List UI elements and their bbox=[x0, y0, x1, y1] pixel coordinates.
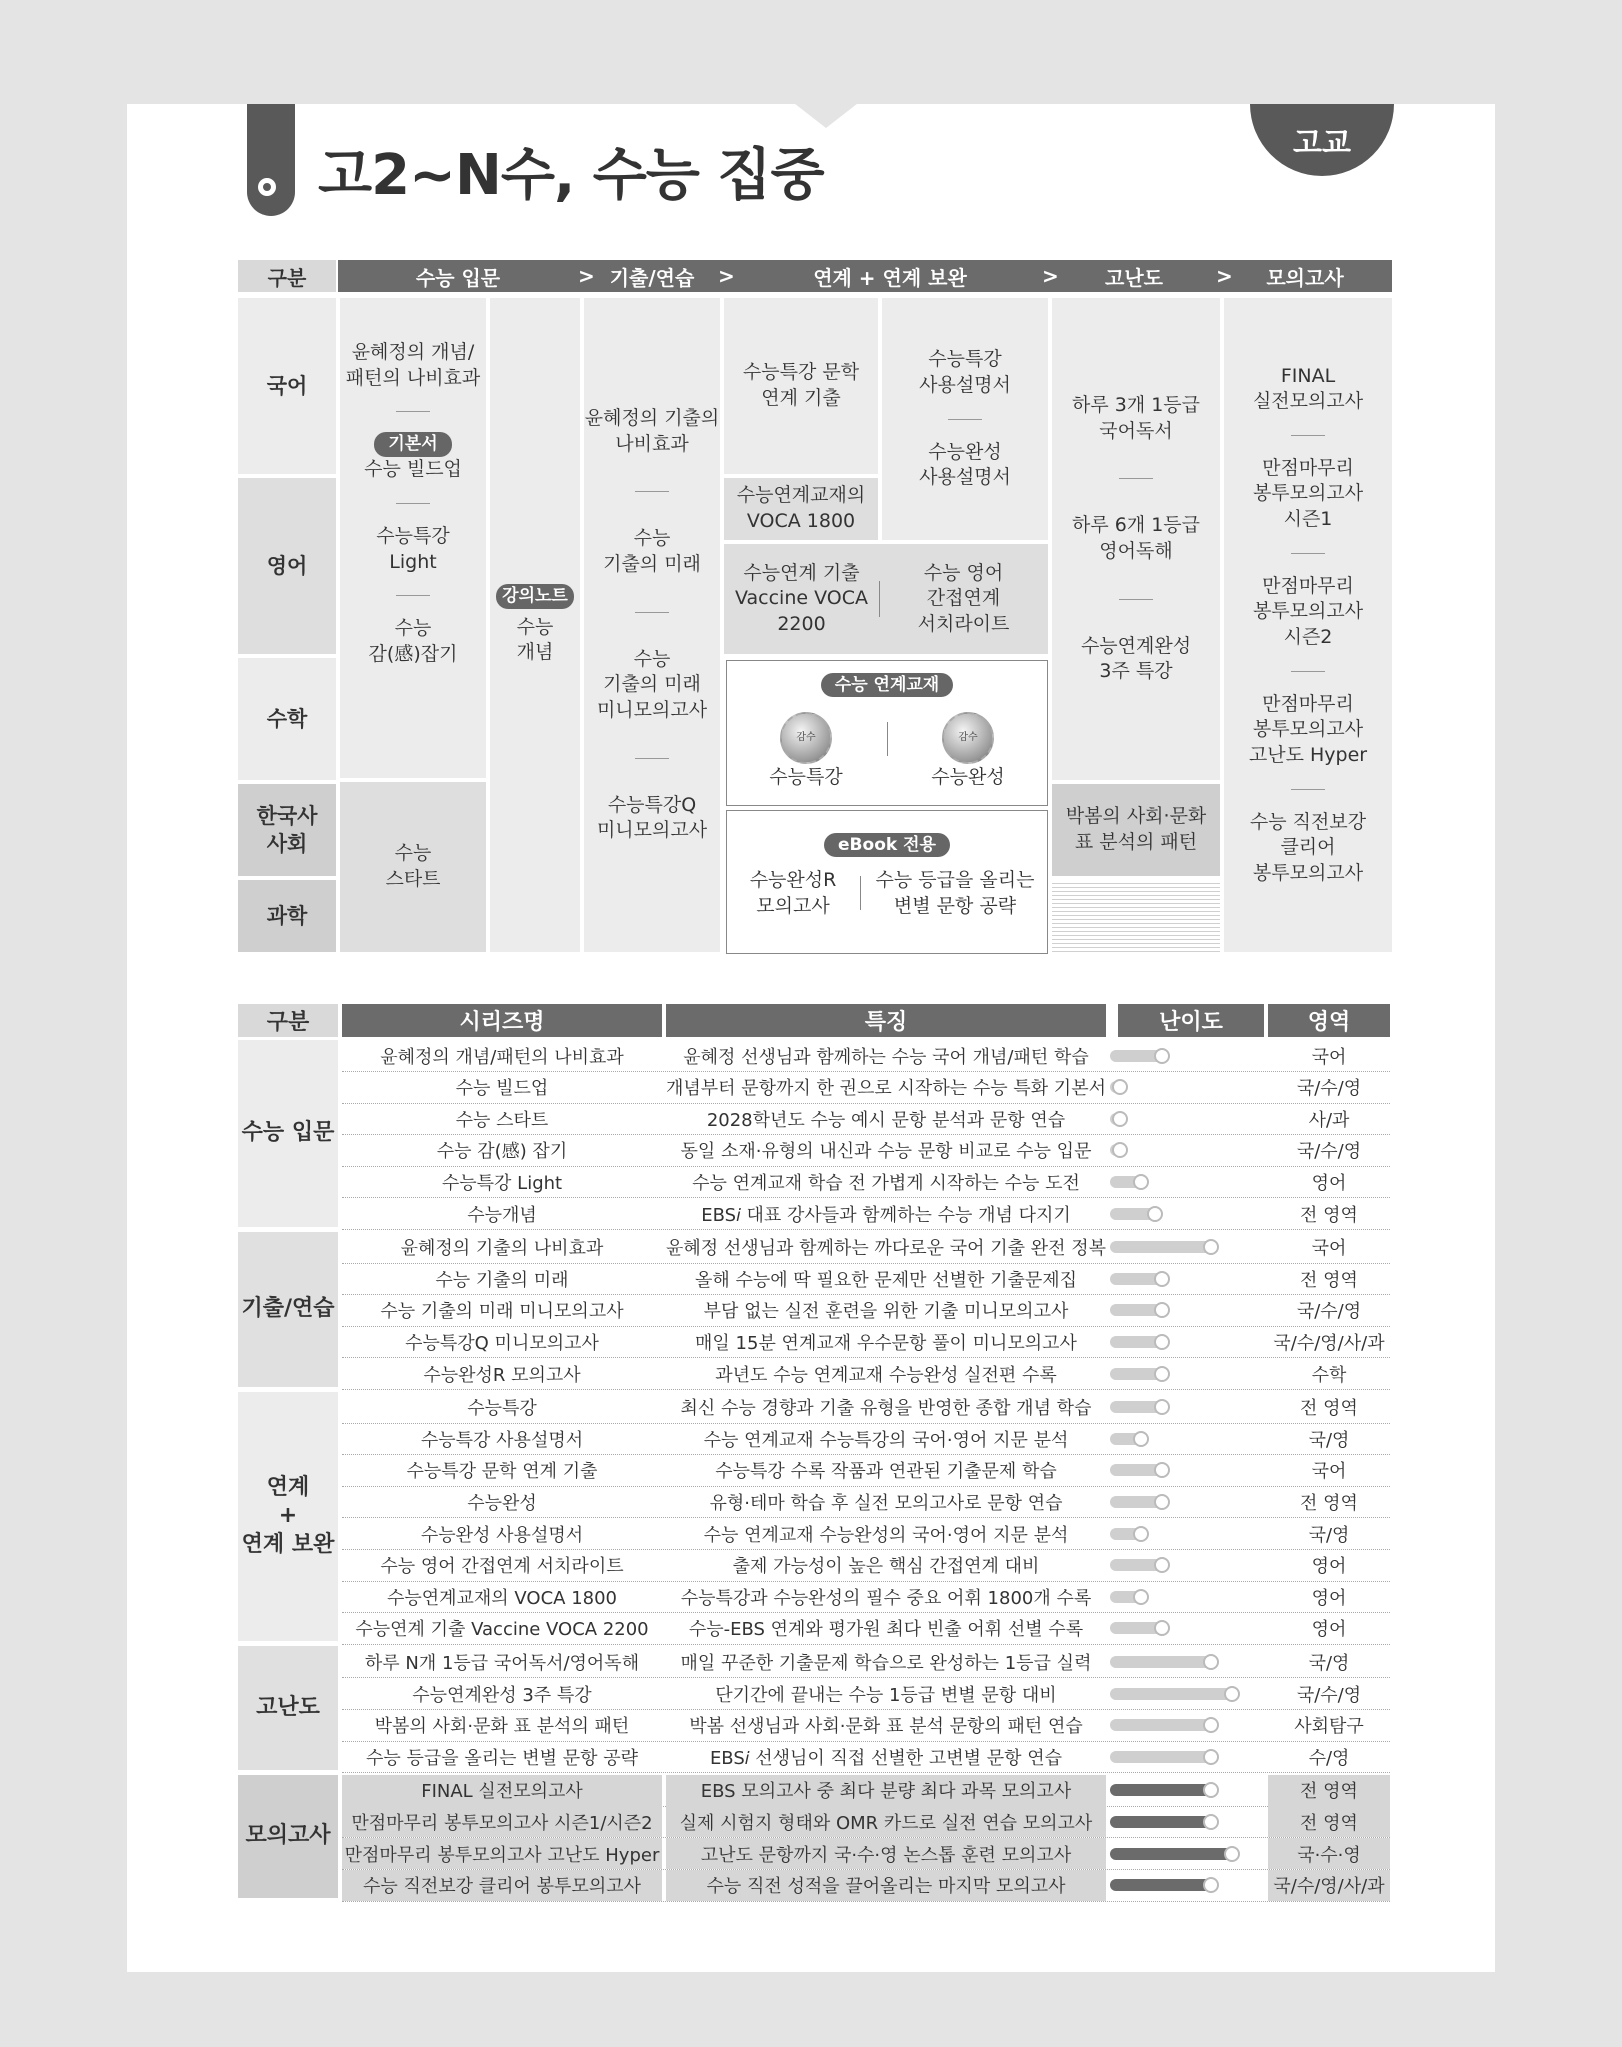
difficulty-bar bbox=[1110, 1433, 1145, 1445]
table-group-label: 수능 입문 bbox=[238, 1040, 338, 1227]
table-row bbox=[342, 1806, 1390, 1838]
series-name: 윤혜정의 기출의 나비효과 bbox=[400, 1238, 604, 1260]
series-name: 수능완성 사용설명서 bbox=[420, 1524, 584, 1546]
row-divider bbox=[342, 1389, 1390, 1390]
series-feature: 실제 시험지 형태와 OMR 카드로 실전 연습 모의고사 bbox=[666, 1806, 1106, 1837]
series-name: 수능 기출의 미래 bbox=[435, 1269, 569, 1291]
mock-item: 수능 직전보강 클리어 봉투모의고사 bbox=[1249, 810, 1367, 884]
series-area: 국어 bbox=[1311, 1238, 1347, 1260]
series-area: 국/수/영/사/과 bbox=[1268, 1870, 1390, 1901]
link-english-row bbox=[724, 544, 1048, 654]
series-area: 전 영역 bbox=[1268, 1806, 1390, 1837]
table-row bbox=[342, 1838, 1390, 1870]
difficulty-bar bbox=[1110, 1719, 1215, 1731]
table-row bbox=[342, 1040, 1390, 1072]
link-voca1800: 수능연계교재의 VOCA 1800 bbox=[724, 478, 878, 540]
page-title: 고2~N수, 수능 집중 bbox=[318, 143, 824, 208]
stage-hard: 고난도 bbox=[1105, 265, 1163, 290]
difficulty-cell bbox=[1110, 1295, 1250, 1326]
intro-concept: 수능 개념 bbox=[516, 615, 554, 664]
series-area: 전 영역 bbox=[1300, 1398, 1358, 1420]
lecture-note-badge: 강의노트 bbox=[496, 584, 574, 609]
difficulty-bar bbox=[1110, 1464, 1166, 1476]
series-feature: 매일 15분 연계교재 우수문항 풀이 미니모의고사 bbox=[695, 1332, 1077, 1354]
table-header-feature: 특징 bbox=[666, 1004, 1106, 1037]
series-feature: 윤혜정 선생님과 함께하는 수능 국어 개념/패턴 학습 bbox=[683, 1046, 1089, 1068]
series-name: 수능특강Q 미니모의고사 bbox=[405, 1332, 599, 1354]
series-area: 전 영역 bbox=[1300, 1204, 1358, 1226]
difficulty-bar bbox=[1110, 1113, 1124, 1125]
series-area: 국/수/영 bbox=[1296, 1684, 1362, 1706]
row-divider bbox=[342, 1772, 1390, 1773]
table-row bbox=[342, 1072, 1390, 1104]
series-feature: 윤혜정 선생님과 함께하는 까다로운 국어 기출 완전 정복 bbox=[666, 1238, 1106, 1260]
series-area: 전 영역 bbox=[1300, 1269, 1358, 1291]
series-feature: EBS 모의고사 중 최다 분량 최다 과목 모의고사 bbox=[666, 1775, 1106, 1806]
link-literature: 수능특강 문학 연계 기출 bbox=[724, 298, 878, 474]
series-area: 국/영 bbox=[1308, 1429, 1350, 1451]
difficulty-bar bbox=[1110, 1688, 1236, 1700]
difficulty-bar bbox=[1110, 1081, 1124, 1093]
table-row bbox=[342, 1775, 1390, 1807]
series-area: 국·수·영 bbox=[1268, 1838, 1390, 1869]
difficulty-bar bbox=[1110, 1176, 1145, 1188]
past-item: 윤혜정의 기출의 나비효과 bbox=[584, 407, 720, 455]
mock-item: FINAL 실전모의고사 bbox=[1252, 364, 1364, 413]
difficulty-cell bbox=[1110, 1326, 1250, 1357]
difficulty-cell bbox=[1110, 1103, 1250, 1134]
series-name: 수능특강 bbox=[467, 1398, 537, 1420]
linked-book-special: 수능특강 bbox=[769, 766, 843, 789]
linked-badge-wrap bbox=[726, 672, 1048, 698]
difficulty-cell bbox=[1110, 1710, 1250, 1741]
difficulty-cell bbox=[1110, 1072, 1250, 1103]
difficulty-cell bbox=[1110, 1198, 1250, 1229]
table-row bbox=[342, 1486, 1390, 1518]
subject-science: 과학 bbox=[238, 880, 336, 952]
series-area: 영어 bbox=[1311, 1172, 1347, 1194]
intro-start: 수능 스타트 bbox=[340, 782, 486, 952]
series-feature: EBS𝑖 대표 강사들과 함께하는 수능 개념 다지기 bbox=[701, 1204, 1071, 1226]
series-name: 수능 영어 간접연계 서치라이트 bbox=[380, 1556, 624, 1578]
empty-hatched-area bbox=[1052, 880, 1220, 952]
table-header-difficulty: 난이도 bbox=[1118, 1004, 1264, 1037]
difficulty-cell bbox=[1110, 1392, 1250, 1423]
series-name: 하루 N개 1등급 국어독서/영어독해 bbox=[364, 1652, 640, 1674]
series-name: 수능완성 bbox=[467, 1492, 537, 1514]
series-area: 영어 bbox=[1311, 1556, 1347, 1578]
table-row bbox=[342, 1392, 1390, 1424]
ebook-discrim: 수능 등급을 올리는 변별 문항 공략 bbox=[875, 869, 1035, 917]
series-name: 수능개념 bbox=[467, 1204, 537, 1226]
title-marker bbox=[247, 104, 295, 216]
table-row bbox=[342, 1423, 1390, 1455]
difficulty-bar bbox=[1110, 1304, 1166, 1316]
difficulty-bar bbox=[1110, 1336, 1166, 1348]
grid-header-lead: 구분 bbox=[238, 260, 336, 292]
difficulty-bar bbox=[1110, 1591, 1145, 1603]
difficulty-bar bbox=[1110, 1784, 1215, 1796]
stage-intro: 수능 입문 bbox=[415, 265, 501, 290]
table-row bbox=[342, 1295, 1390, 1327]
series-name: 수능완성R 모의고사 bbox=[423, 1364, 581, 1386]
difficulty-cell bbox=[1110, 1166, 1250, 1197]
series-name: 수능 직전보강 클리어 봉투모의고사 bbox=[342, 1870, 662, 1901]
table-row bbox=[342, 1518, 1390, 1550]
medal-wrap bbox=[888, 708, 1048, 768]
intro-light: 수능특강 Light bbox=[376, 524, 450, 573]
divider bbox=[635, 612, 669, 613]
difficulty-bar bbox=[1110, 1528, 1145, 1540]
difficulty-cell bbox=[1110, 1263, 1250, 1294]
past-item: 수능 기출의 미래 미니모의고사 bbox=[596, 647, 708, 721]
series-feature: 수능-EBS 연계와 평가원 최다 빈출 어휘 선별 수록 bbox=[688, 1619, 1084, 1641]
divider bbox=[860, 876, 861, 910]
mock-item: 만점마무리 봉투모의고사 시즌1 bbox=[1252, 456, 1364, 531]
ebook-badge-wrap bbox=[726, 832, 1048, 858]
difficulty-cell bbox=[1110, 1646, 1250, 1677]
intro-buildup: 수능 빌드업 bbox=[364, 458, 462, 481]
series-feature: 수능 연계교재 수능특강의 국어·영어 지문 분석 bbox=[703, 1429, 1069, 1451]
certified-medal-icon: 감수 bbox=[942, 712, 994, 764]
series-feature: 수능특강 수록 작품과 연관된 기출문제 학습 bbox=[715, 1461, 1057, 1483]
series-feature: 고난도 문항까지 국·수·영 논스톱 훈련 모의고사 bbox=[666, 1838, 1106, 1869]
difficulty-cell bbox=[1110, 1232, 1250, 1263]
row-divider bbox=[342, 1644, 1390, 1645]
series-area: 수/영 bbox=[1308, 1747, 1350, 1769]
table-header-lead: 구분 bbox=[238, 1004, 338, 1037]
basic-book-badge: 기본서 bbox=[374, 432, 451, 457]
series-feature: 부담 없는 실전 훈련을 위한 기출 미니모의고사 bbox=[703, 1301, 1069, 1323]
table-group-label: 연계 + 연계 보완 bbox=[238, 1392, 338, 1642]
link-manual-complete: 수능완성 사용설명서 bbox=[919, 440, 1011, 489]
table-row bbox=[342, 1103, 1390, 1135]
divider bbox=[1291, 789, 1325, 790]
stage-arrow: > bbox=[1216, 264, 1233, 288]
difficulty-bar bbox=[1110, 1368, 1166, 1380]
series-area: 사회탐구 bbox=[1294, 1716, 1364, 1738]
series-area: 사/과 bbox=[1308, 1109, 1350, 1131]
difficulty-bar bbox=[1110, 1816, 1215, 1828]
series-feature: 유형·테마 학습 후 실전 모의고사로 문항 연습 bbox=[709, 1492, 1063, 1514]
difficulty-bar bbox=[1110, 1144, 1124, 1156]
series-area: 국/수/영 bbox=[1296, 1141, 1362, 1163]
subject-english: 영어 bbox=[238, 478, 336, 654]
table-group-label: 고난도 bbox=[238, 1646, 338, 1769]
series-feature: 박봄 선생님과 사회·문화 표 분석 문항의 패턴 연습 bbox=[689, 1716, 1083, 1738]
title-dot-icon bbox=[258, 178, 276, 196]
hard-item: 하루 6개 1등급 영어독해 bbox=[1071, 514, 1201, 562]
mock-column bbox=[1224, 298, 1392, 952]
intro-column bbox=[340, 298, 486, 778]
series-name: FINAL 실전모의고사 bbox=[342, 1775, 662, 1806]
hard-item: 수능연계완성 3주 특강 bbox=[1080, 634, 1192, 683]
table-row bbox=[342, 1646, 1390, 1678]
table-group-label: 기출/연습 bbox=[238, 1232, 338, 1387]
series-area: 국어 bbox=[1311, 1461, 1347, 1483]
series-area: 국/영 bbox=[1308, 1652, 1350, 1674]
stage-arrow: > bbox=[1042, 264, 1059, 288]
subject-korean: 국어 bbox=[238, 298, 336, 474]
series-feature: 수능 직전 성적을 끌어올리는 마지막 모의고사 bbox=[666, 1870, 1106, 1901]
divider bbox=[635, 491, 669, 492]
series-area: 국어 bbox=[1311, 1046, 1347, 1068]
divider bbox=[635, 758, 669, 759]
intro-concept-column bbox=[490, 298, 580, 952]
series-name: 윤혜정의 개념/패턴의 나비효과 bbox=[380, 1046, 624, 1068]
series-area: 전 영역 bbox=[1300, 1492, 1358, 1514]
ebook-mock-r: 수능완성R 모의고사 bbox=[749, 869, 837, 917]
divider bbox=[396, 503, 430, 504]
difficulty-bar bbox=[1110, 1273, 1166, 1285]
difficulty-cell bbox=[1110, 1040, 1250, 1071]
difficulty-cell bbox=[1110, 1423, 1250, 1454]
difficulty-cell bbox=[1110, 1775, 1250, 1806]
divider bbox=[1291, 435, 1325, 436]
divider bbox=[1119, 599, 1153, 600]
difficulty-cell bbox=[1110, 1613, 1250, 1644]
divider bbox=[948, 419, 982, 420]
table-row bbox=[342, 1326, 1390, 1358]
difficulty-bar bbox=[1110, 1208, 1159, 1220]
subject-history-social: 한국사 사회 bbox=[238, 784, 336, 876]
series-feature: 최신 수능 경향과 기출 유형을 반영한 종합 개념 학습 bbox=[680, 1398, 1092, 1420]
table-row bbox=[342, 1870, 1390, 1902]
series-area: 국/수/영/사/과 bbox=[1273, 1332, 1385, 1354]
mock-item: 만점마무리 봉투모의고사 고난도 Hyper bbox=[1248, 692, 1368, 766]
series-name: 수능 스타트 bbox=[455, 1109, 549, 1131]
difficulty-cell bbox=[1110, 1486, 1250, 1517]
series-name: 수능특강 문학 연계 기출 bbox=[406, 1461, 598, 1483]
series-area: 영어 bbox=[1311, 1619, 1347, 1641]
linked-book-complete: 수능완성 bbox=[931, 766, 1005, 789]
difficulty-cell bbox=[1110, 1838, 1250, 1869]
series-feature: 단기간에 끝내는 수능 1등급 변별 문항 대비 bbox=[715, 1684, 1057, 1706]
link-manuals bbox=[882, 298, 1048, 540]
table-row bbox=[342, 1455, 1390, 1487]
row-divider bbox=[342, 1901, 1390, 1902]
difficulty-cell bbox=[1110, 1678, 1250, 1709]
series-name: 수능연계완성 3주 특강 bbox=[412, 1684, 592, 1706]
difficulty-cell bbox=[1110, 1870, 1250, 1901]
series-feature: 수능 연계교재 수능완성의 국어·영어 지문 분석 bbox=[703, 1524, 1069, 1546]
medal-wrap bbox=[726, 708, 886, 768]
hard-column bbox=[1052, 298, 1220, 780]
series-feature: EBS𝑖 선생님이 직접 선별한 고변별 문항 연습 bbox=[709, 1747, 1063, 1769]
table-row bbox=[342, 1550, 1390, 1582]
difficulty-bar bbox=[1110, 1751, 1215, 1763]
past-item: 수능 기출의 미래 bbox=[603, 527, 701, 576]
page-notch bbox=[790, 100, 862, 128]
table-row bbox=[342, 1741, 1390, 1773]
series-area: 전 영역 bbox=[1268, 1775, 1390, 1806]
difficulty-bar bbox=[1110, 1496, 1166, 1508]
link-manual-special: 수능특강 사용설명서 bbox=[919, 348, 1011, 396]
series-area: 국/수/영 bbox=[1296, 1301, 1362, 1323]
series-name: 수능연계교재의 VOCA 1800 bbox=[386, 1587, 617, 1609]
difficulty-cell bbox=[1110, 1358, 1250, 1389]
series-name: 수능 감(感) 잡기 bbox=[436, 1141, 568, 1163]
hard-social: 박봄의 사회·문화 표 분석의 패턴 bbox=[1052, 784, 1220, 876]
table-row bbox=[342, 1135, 1390, 1167]
series-feature: 2028학년도 수능 예시 문항 분석과 문항 연습 bbox=[706, 1109, 1066, 1131]
table-row bbox=[342, 1232, 1390, 1264]
series-name: 만점마무리 봉투모의고사 고난도 Hyper bbox=[342, 1838, 662, 1869]
difficulty-bar bbox=[1110, 1559, 1166, 1571]
series-name: 만점마무리 봉투모의고사 시즌1/시즌2 bbox=[342, 1806, 662, 1837]
series-area: 국/수/영 bbox=[1296, 1078, 1362, 1100]
difficulty-cell bbox=[1110, 1455, 1250, 1486]
stage-link: 연계 + 연계 보완 bbox=[813, 265, 967, 290]
link-indirect: 수능 영어 간접연계 서치라이트 bbox=[917, 561, 1010, 635]
ebook-only-badge: eBook 전용 bbox=[824, 833, 950, 858]
divider bbox=[396, 595, 430, 596]
intro-korean-book: 윤혜정의 개념/ 패턴의 나비효과 bbox=[345, 341, 481, 389]
stage-mock: 모의고사 bbox=[1266, 265, 1344, 290]
series-name: 수능 등급을 올리는 변별 문항 공략 bbox=[365, 1747, 639, 1769]
divider bbox=[1119, 478, 1153, 479]
link-vaccine-voca: 수능연계 기출 Vaccine VOCA 2200 bbox=[735, 561, 868, 635]
difficulty-bar bbox=[1110, 1879, 1215, 1891]
stage-past: 기출/연습 bbox=[609, 265, 695, 290]
series-name: 수능 빌드업 bbox=[455, 1078, 549, 1100]
series-area: 국/영 bbox=[1308, 1524, 1350, 1546]
table-header-area: 영역 bbox=[1268, 1004, 1390, 1037]
difficulty-cell bbox=[1110, 1581, 1250, 1612]
mock-item: 만점마무리 봉투모의고사 시즌2 bbox=[1252, 574, 1364, 648]
series-name: 수능연계 기출 Vaccine VOCA 2200 bbox=[355, 1619, 649, 1641]
series-feature: 매일 꾸준한 기출문제 학습으로 완성하는 1등급 실력 bbox=[680, 1652, 1092, 1674]
certified-medal-icon: 감수 bbox=[780, 712, 832, 764]
past-column bbox=[584, 298, 720, 952]
table-row bbox=[342, 1710, 1390, 1742]
linked-textbook-badge: 수능 연계교재 bbox=[821, 673, 953, 698]
table-row bbox=[342, 1263, 1390, 1295]
hard-item: 하루 3개 1등급 국어독서 bbox=[1071, 394, 1201, 442]
difficulty-bar bbox=[1110, 1401, 1166, 1413]
divider bbox=[1291, 553, 1325, 554]
difficulty-cell bbox=[1110, 1550, 1250, 1581]
series-area: 영어 bbox=[1311, 1587, 1347, 1609]
difficulty-cell bbox=[1110, 1741, 1250, 1772]
table-group-label: 모의고사 bbox=[238, 1775, 338, 1898]
series-feature: 수능 연계교재 학습 전 가볍게 시작하는 수능 도전 bbox=[692, 1172, 1080, 1194]
level-tab: 고교 bbox=[1250, 104, 1394, 176]
stage-arrow: > bbox=[578, 264, 595, 288]
intro-math: 수능 감(感)잡기 bbox=[368, 617, 458, 665]
series-area: 수학 bbox=[1311, 1364, 1347, 1386]
difficulty-cell bbox=[1110, 1135, 1250, 1166]
stage-arrow: > bbox=[718, 264, 735, 288]
series-feature: 개념부터 문항까지 한 권으로 시작하는 수능 특화 기본서 bbox=[666, 1078, 1106, 1100]
difficulty-bar bbox=[1110, 1622, 1166, 1634]
difficulty-bar bbox=[1110, 1848, 1236, 1860]
difficulty-cell bbox=[1110, 1518, 1250, 1549]
difficulty-cell bbox=[1110, 1806, 1250, 1837]
divider bbox=[1291, 671, 1325, 672]
series-feature: 수능특강과 수능완성의 필수 중요 어휘 1800개 수록 bbox=[680, 1587, 1092, 1609]
table-row bbox=[342, 1358, 1390, 1390]
series-feature: 동일 소재·유형의 내신과 수능 문항 비교로 수능 입문 bbox=[680, 1141, 1092, 1163]
table-header-name: 시리즈명 bbox=[342, 1004, 662, 1037]
series-name: 수능특강 Light bbox=[441, 1172, 563, 1194]
series-feature: 출제 가능성이 높은 핵심 간접연계 대비 bbox=[732, 1556, 1040, 1578]
difficulty-bar bbox=[1110, 1241, 1215, 1253]
series-name: 수능특강 사용설명서 bbox=[420, 1429, 584, 1451]
series-name: 박봄의 사회·문화 표 분석의 패턴 bbox=[374, 1716, 630, 1738]
table-row bbox=[342, 1581, 1390, 1613]
divider bbox=[396, 411, 430, 412]
table-row bbox=[342, 1166, 1390, 1198]
table-row bbox=[342, 1198, 1390, 1230]
table-row bbox=[342, 1678, 1390, 1710]
series-name: 수능 기출의 미래 미니모의고사 bbox=[380, 1301, 624, 1323]
row-divider bbox=[342, 1229, 1390, 1230]
difficulty-bar bbox=[1110, 1656, 1215, 1668]
difficulty-bar bbox=[1110, 1050, 1166, 1062]
past-item: 수능특강Q 미니모의고사 bbox=[596, 793, 708, 842]
table-row bbox=[342, 1613, 1390, 1645]
series-feature: 올해 수능에 딱 필요한 문제만 선별한 기출문제집 bbox=[694, 1269, 1078, 1291]
subject-math: 수학 bbox=[238, 658, 336, 780]
series-feature: 과년도 수능 연계교재 수능완성 실전편 수록 bbox=[715, 1364, 1057, 1386]
